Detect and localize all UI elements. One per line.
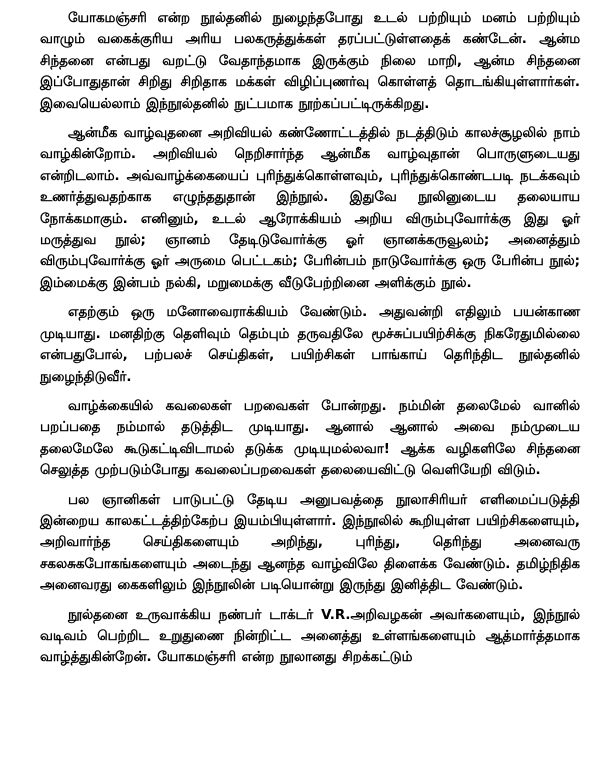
- paragraph-1: யோகமஞ்சரி என்ற நூல்தனில் நுழைந்தபோது உடல் பற்றியும் மனம் பற்றியும் வாழும் வகைக்குரிய அரிய பலகருத்துக்கள் தரப்பட்டுள்ளதைக் கண்டேன். ஆன்ம சிந்தனை என்பது வறட்டு வேதாந்தமாக இருக்கும் நிலை மாறி, ஆன்ம சிந்தனை இப்போதுதான் சிறிது சிறிதாக மக்கள் விழிப்புணர்வு கொள்ளத் தொடங்கியுள்ளார்கள். இவையெல்லாம் இந்நூல்தனில் நுட்பமாக நூற்கப்பட்டிருக்கிறது.: [40, 11, 580, 112]
- document-page: [40, 8, 580, 677]
- paragraph-5: பல ஞானிகள் பாடுபட்டு தேடிய அனுபவத்தை நூலாசிரியர் எளிமைப்படுத்தி இன்றைய காலகட்டத்திற்கேற்ப இயம்பியுள்ளார். இந்நூலில் கூறியுள்ள பயிற்சிகளையும், அறிவார்ந்த செய்திகளையும் அறிந்து, புரிந்து, தெரிந்து அனைவரு சகலசுகபோகங்களையும் அடைந்து ஆனந்த வாழ்விலே திளைக்க வேண்டும். தமிழ்நிதிக அனைவரது கைகளிலும் இந்நூலின் படியொன்று இருந்து இனித்திட வேண்டும்.: [40, 492, 580, 594]
- paragraph-4: வாழ்க்கையில் கவலைகள் பறவைகள் போன்றது. நம்மின் தலைமேல் வானில் பறப்பதை நம்மால் தடுத்திட முடியாது. ஆனால் ஆனால் அவை நம்முடைய தலைமேலே கூடுகட்டிவிடாமல் தடுக்க முடியுமல்லவா! ஆக்க வழிகளிலே சிந்தனை செலுத்த முற்படும்போது கவலைப்பறவைகள் தலையைவிட்டு வெளியேறி விடும்.: [40, 398, 580, 479]
- paragraph-3: எதற்கும் ஒரு மனோவைராக்கியம் வேண்டும். அதுவன்றி எதிலும் பயன்காண முடியாது. மனதிற்கு தெளிவும் தெம்பும் தருவதிலே மூச்சுப்பயிற்சிக்கு நிகரேதுமில்லை என்பதுபோல், பற்பலச் செய்திகள், பயிற்சிகள் பாங்காய் தெரிந்திட நூல்தனில் நுழைந்திடுவீர்.: [40, 305, 580, 385]
- paragraph-6: நூல்தனை உருவாக்கிய நண்பர் டாக்டர் V.R.அறிவழகன் அவர்களையும், இந்நூல் வடிவம் பெற்றிட உறுதுணை நின்றிட்ட அனைத்து உள்ளங்களையும் ஆத்மார்த்தமாக வாழ்த்துகின்றேன். யோகமஞ்சரி என்ற நூலானது சிறக்கட்டும்: [40, 607, 580, 666]
- paragraph-2: ஆன்மீக வாழ்வுதனை அறிவியல் கண்ணோட்டத்தில் நடத்திடும் காலச்சூழலில் நாம் வாழ்கின்றோம். அறிவியல் நெறிசார்ந்த ஆன்மீக வாழ்வுதான் பொருளுடையது என்றிடலாம். அவ்வாழ்க்கையைப் புரிந்துக்கொள்ளவும், புரிந்துக்கொண்டபடி நடக்கவும் உணர்த்துவதற்காக எழுந்ததுதான் இந்நூல். இதுவே நூலினுடைய தலையாய நோக்கமாகும். எனினும், உடல் ஆரோக்கியம் அறிய விரும்புவோர்க்கு இது ஓர் மருத்துவ நூல்; ஞானம் தேடிடுவோர்க்கு ஓர் ஞானக்கருவூலம்; அனைத்தும் விரும்புவோர்க்கு ஓர் அருமை பெட்டகம்; பேரின்பம் நாடுவோர்க்கு ஒரு பேரின்ப நூல்; இம்மைக்கு இன்பம் நல்கி, மறுமைக்கு வீடுபேற்றினை அளிக்கும் நூல்.: [40, 126, 580, 291]
